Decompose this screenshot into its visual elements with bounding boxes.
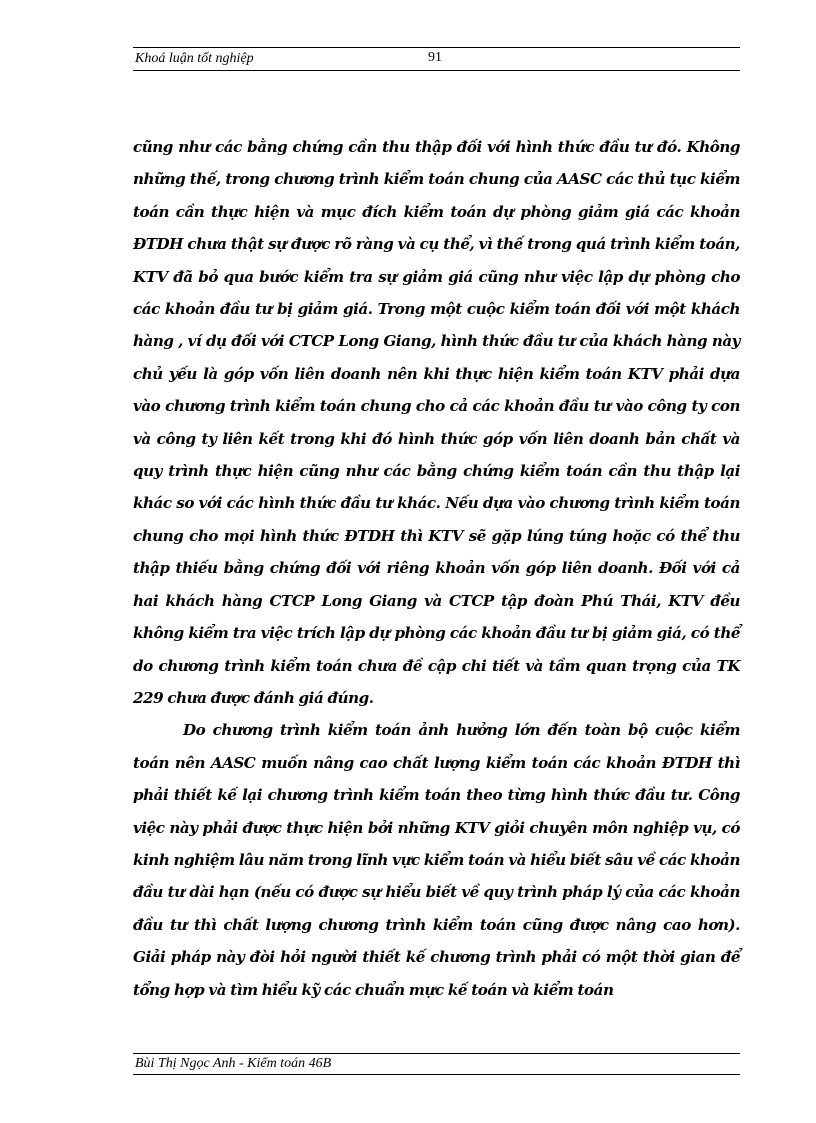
paragraph: cũng như các bằng chứng cần thu thập đối với hình thức đầu tư đó. Không những thế, trong chương trình kiểm toán chung của AASC các thủ tục kiểm toán cần thực hiện và mục đích kiểm toán dự phòng giảm giá các khoản ĐTDH chưa thật sự được rõ ràng và cụ thể, vì thế trong quá trình kiểm toán, KTV đã bỏ qua bước kiểm tra sự giảm giá cũng như việc lập dự phòng cho các khoản đầu tư bị giảm giá. Trong một cuộc kiểm toán đối với một khách hàng , ví dụ đối với CTCP Long Giang, hình thức đầu tư của khách hàng này chủ yếu là góp vốn liên doanh nên khi thực hiện kiểm toán KTV phải dựa vào chương trình kiểm toán chung cho cả các khoản đầu tư vào công ty con và công ty liên kết trong khi đó hình thức góp vốn liên doanh bản chất và quy trình thực hiện cũng như các bằng chứng kiểm toán cần thu thập lại khác so với các hình thức đầu tư khác. Nếu dựa vào chương trình kiểm toán chung cho mọi hình thức ĐTDH thì KTV sẽ gặp lúng túng hoặc có thể thu thập thiếu bằng chứng đối với riêng khoản vốn góp liên doanh. Đối với cả hai khách hàng CTCP Long Giang và CTCP tập đoàn Phú Thái, KTV đều không kiểm tra việc trích lập dự phòng các khoản đầu tư bị giảm giá, có thể do chương trình kiểm toán chưa đề cập chi tiết và tầm quan trọng của TK 229 chưa được đánh giá đúng. [133, 138, 740, 707]
page-footer [133, 1053, 740, 1075]
paragraph: Do chương trình kiểm toán ảnh hưởng lớn đến toàn bộ cuộc kiểm toán nên AASC muốn nâng cao chất lượng kiểm toán các khoản ĐTDH thì phải thiết kế lại chương trình kiểm toán theo từng hình thức đầu tư. Công việc này phải được thực hiện bởi những KTV giỏi chuyên môn nghiệp vụ, có kinh nghiệm lâu năm trong lĩnh vực kiểm toán và hiểu biết sâu về các khoản đầu tư dài hạn (nếu có được sự hiểu biết về quy trình pháp lý của các khoản đầu tư thì chất lượng chương trình kiểm toán cũng được nâng cao hơn). Giải pháp này đòi hỏi người thiết kế chương trình phải có một thời gian để tổng hợp và tìm hiểu kỹ các chuẩn mực kế toán và kiểm toán [133, 721, 740, 999]
header-title: Khoá luận tốt nghiệp [135, 51, 254, 66]
page-header [133, 47, 740, 71]
footer-author: Bùi Thị Ngọc Anh - Kiểm toán 46B [135, 1056, 332, 1071]
body-text [133, 131, 740, 1006]
page-number: 91 [428, 50, 442, 65]
